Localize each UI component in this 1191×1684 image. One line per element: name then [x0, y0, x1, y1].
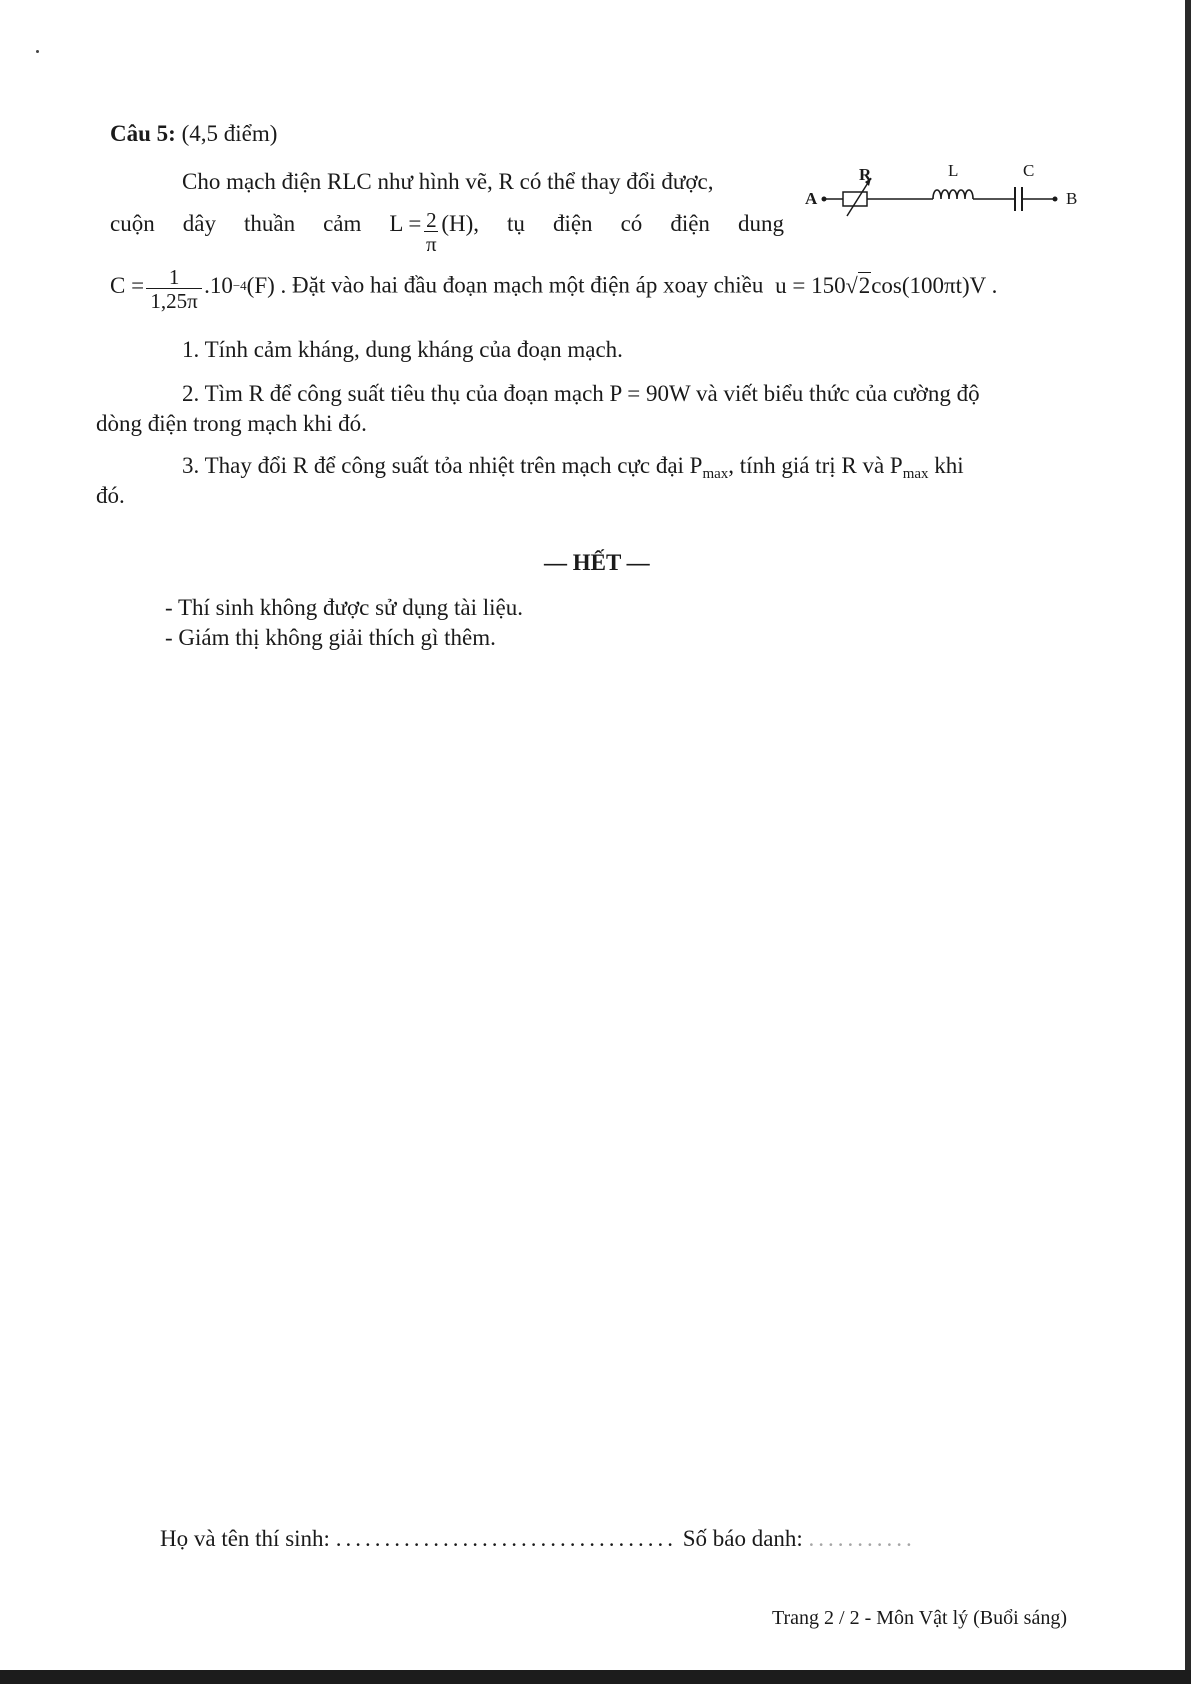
- inductance-formula: L = $\frac{2}{\pi}$ (H),: [389, 207, 480, 256]
- item-3-line-1: 3. Thay đổi R để công suất tỏa nhiệt trên mạch cực đại $P_{max}$, tính giá trị R và $P_{max}$ khi: [182, 453, 964, 482]
- node-b-label: B: [1066, 189, 1078, 208]
- word: tụ: [507, 211, 525, 236]
- word: có: [620, 211, 643, 236]
- candidate-info-line: [160, 1525, 916, 1553]
- capacitance-fraction: $\frac{1}{1,25\pi}$: [146, 266, 202, 313]
- capacitor-label: C: [1023, 162, 1035, 180]
- inductance-fraction: $\frac{2}{\pi}$: [426, 207, 437, 256]
- question-label: Câu 5:: [110, 121, 176, 146]
- intro-line-2: [110, 207, 784, 256]
- intro-line-1: Cho mạch điện RLC như hình vẽ, R có thể thay đổi được,: [182, 169, 714, 194]
- item-1: 1. Tính cảm kháng, dung kháng của đoạn mạch.: [182, 337, 623, 362]
- node-a-label: A: [805, 189, 818, 208]
- inductor-symbol: [933, 190, 973, 199]
- word: cảm: [323, 211, 362, 236]
- name-label: Họ và tên thí sinh:: [160, 1526, 330, 1551]
- rlc-circuit-diagram: [805, 162, 1095, 224]
- resistor-label: R: [859, 165, 872, 184]
- word: điện: [552, 211, 593, 236]
- item-2-line-1: 2. Tìm R để công suất tiêu thụ của đoạn mạch P = 90W và viết biểu thức của cường độ: [182, 381, 980, 406]
- item-3-line-2: đó.: [96, 483, 125, 508]
- note-1: - Thí sinh không được sử dụng tài liệu.: [165, 595, 524, 620]
- id-blank: ...........: [808, 1526, 916, 1551]
- capacitance-formula: C = $\frac{1}{1,25\pi}$ .10 −4 (F) .: [110, 265, 287, 313]
- page-info: Trang 2 / 2 - Môn Vật lý (Buổi sáng): [772, 1607, 1067, 1629]
- question-points: (4,5 điểm): [181, 121, 278, 146]
- voltage-formula: u = 150√2cos(100πt)V .: [775, 272, 998, 298]
- word: cuộn: [110, 211, 155, 236]
- word: dây: [182, 211, 216, 236]
- scan-speck: [36, 50, 39, 53]
- name-blank: ...................................: [335, 1526, 677, 1551]
- scan-edge-right: [1185, 0, 1191, 1684]
- note-2: - Giám thị không giải thích gì thêm.: [165, 625, 496, 650]
- question-heading: [110, 120, 277, 148]
- item-2-line-2: dòng điện trong mạch khi đó.: [96, 411, 367, 436]
- id-label: Số báo danh:: [682, 1526, 803, 1551]
- scan-edge-bottom: [0, 1670, 1191, 1684]
- word: thuần: [243, 211, 296, 236]
- inductor-label: L: [948, 162, 959, 180]
- word: dung: [737, 211, 784, 236]
- word: điện: [670, 211, 710, 236]
- node-b-dot: [1053, 197, 1058, 202]
- end-mark: — HẾT —: [544, 550, 650, 575]
- intro-line-3: C = $\frac{1}{1,25\pi}$ .10 −4 (F) . Đặt vào hai đầu đoạn mạch một điện áp xoay chiều u = 150√2cos(100πt)V .: [110, 262, 997, 309]
